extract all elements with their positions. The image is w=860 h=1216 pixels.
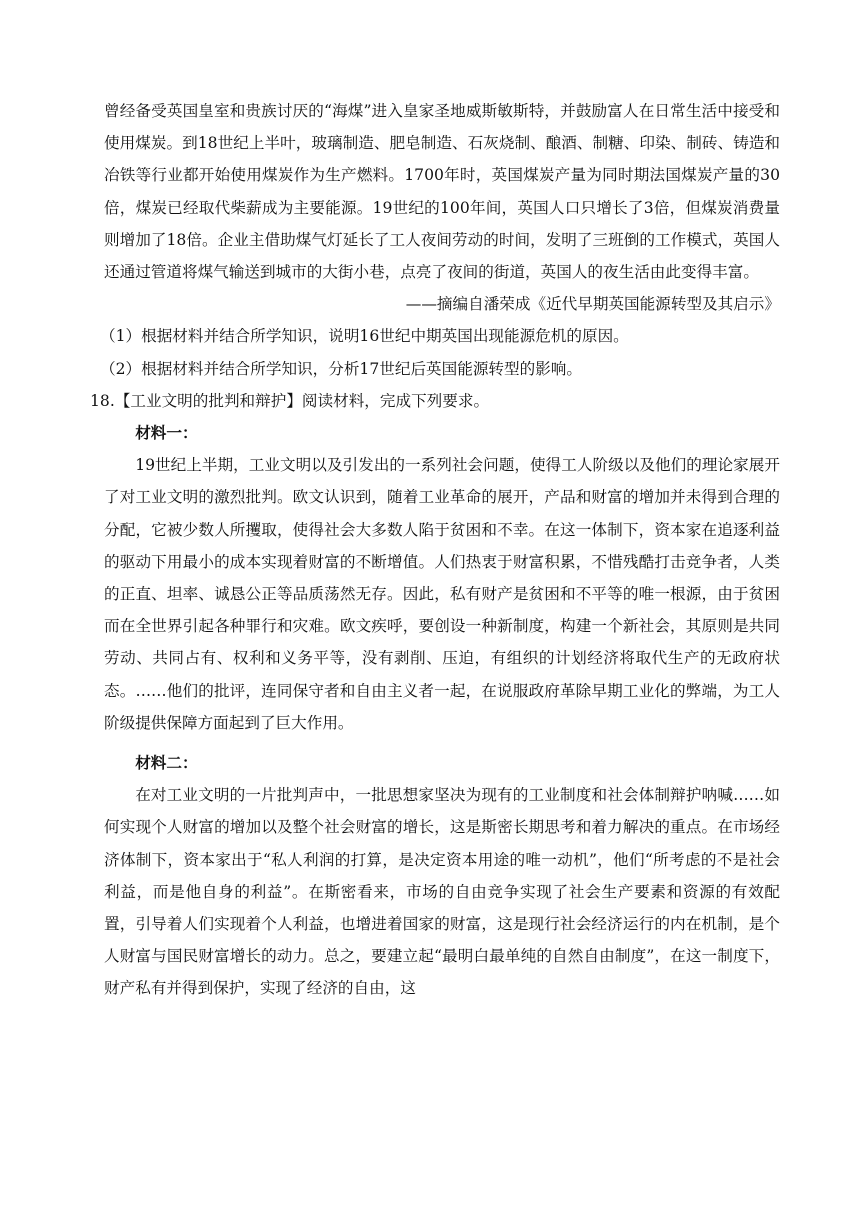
question-18-heading: 18.【工业文明的批判和辩护】阅读材料，完成下列要求。 [90,391,490,410]
material-2-label: 材料二： [135,753,198,773]
sub-question-1: （1）根据材料并结合所学知识，说明16世纪中期英国出现能源危机的原因。 [100,327,629,346]
material-1-label: 材料一： [135,423,198,443]
material-1-text: 19世纪上半期，工业文明以及引发出的一系列社会问题，使得工人阶级以及他们的理论家展开了对工业文明的激烈批判。欧文认识到，随着工业革命的展开，产品和财富的增加并未得到合理的分配，它被少数人所攫取，使得社会大多数人陷于贫困和不幸。在这一体制下，资本家在追逐利益的驱动下用最小的成本实现着财富的不断增值。人们热衷于财富积累，不惜残酷打击竞争者，人类的正直、坦率、诚恳公正等品质荡然无存。因此，私有财产是贫困和不平等的唯一根源，由于贫困而在全世界引起各种罪行和灾难。欧文疾呼，要创设一种新制度，构建一个新社会，其原则是共同劳动、共同占有、权利和义务平等，没有剥削、压迫，有组织的计划经济将取代生产的无政府状态。……他们的批评，连同保守者和自由主义者一起，在说服政府革除早期工业化的弊端，为工人阶级提供保障方面起到了巨大作用。 [104,456,780,732]
document-content [90,95,780,1005]
sub-question-2: （2）根据材料并结合所学知识，分析17世纪后英国能源转型的影响。 [100,359,582,378]
material-2-text: 在对工业文明的一片批判声中，一批思想家坚决为现有的工业制度和社会体制辩护呐喊……如何实现个人财富的增加以及整个社会财富的增长，这是斯密长期思考和着力解决的重点。在市场经济体制下，资本家出于“私人利润的打算，是决定资本用途的唯一动机”，他们“所考虑的不是社会利益，而是他自身的利益”。在斯密看来，市场的自由竞争实现了社会生产要素和资源的有效配置，引导着人们实现着个人利益，也增进着国家的财富，这是现行社会经济运行的内在机制，是个人财富与国民财富增长的动力。总之，要建立起“最明白最单纯的自然自由制度”，在这一制度下，财产私有并得到保护，实现了经济的自由，这 [104,786,780,998]
passage-continuation: 曾经备受英国皇室和贵族讨厌的“海煤”进入皇家圣地威斯敏斯特，并鼓励富人在日常生活中接受和使用煤炭。到18世纪上半叶，玻璃制造、肥皂制造、石灰烧制、酿酒、制糖、印染、制砖、铸造和冶铁等行业都开始使用煤炭作为生产燃料。1700年时，英国煤炭产量为同时期法国煤炭产量的30倍，煤炭已经取代柴薪成为主要能源。19世纪的100年间，英国人口只增长了3倍，但煤炭消费量则增加了18倍。企业主借助煤气灯延长了工人夜间劳动的时间，发明了三班倒的工作模式，英国人还通过管道将煤气输送到城市的大街小巷，点亮了夜间的街道，英国人的夜生活由此变得丰富。 [104,102,780,282]
source-citation: ——摘编自潘荣成《近代早期英国能源转型及其启示》 [405,295,780,314]
